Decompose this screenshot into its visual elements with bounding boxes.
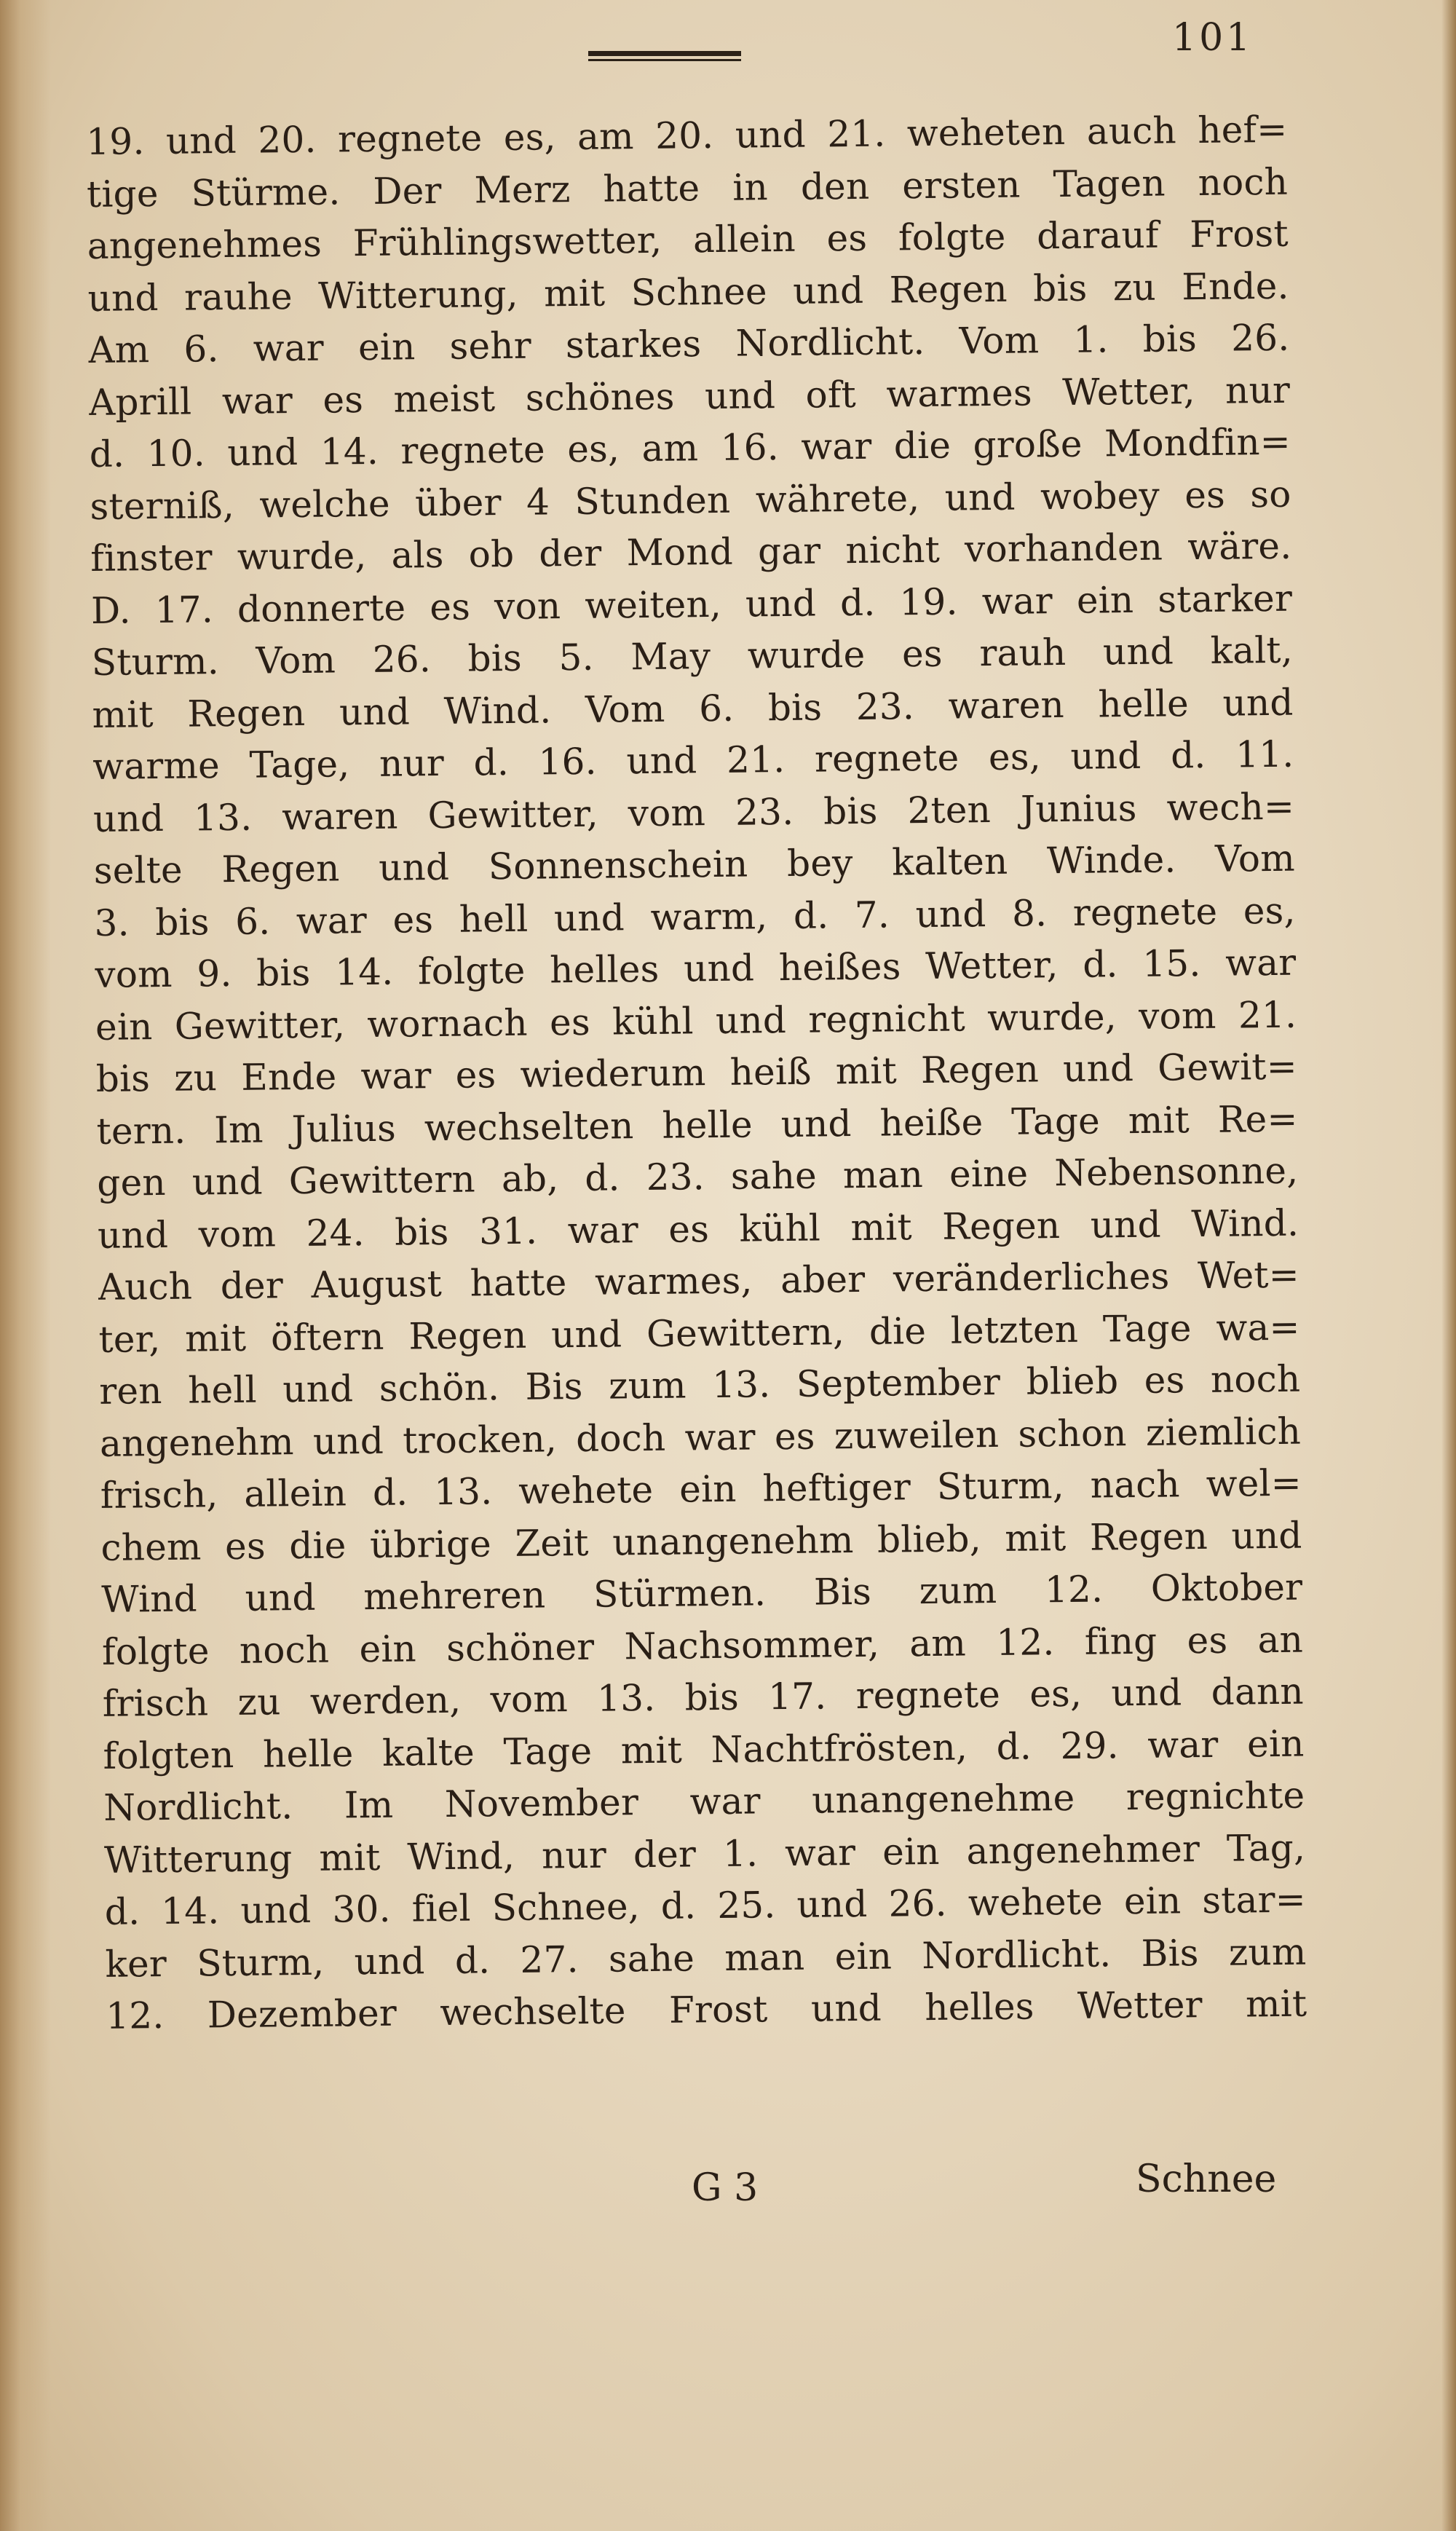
text-line: Sturm. Vom 26. bis 5. May wurde es rauh und kalt, bbox=[91, 628, 1294, 684]
text-line: angenehmes Frühlingswetter, allein es folgte darauf Frost bbox=[87, 212, 1289, 267]
text-line: ein Gewitter, wornach es kühl und regnicht wurde, vom 21. bbox=[95, 993, 1297, 1049]
text-line: Aprill war es meist schönes und oft warmes Wetter, nur bbox=[88, 368, 1291, 424]
text-line: Am 6. war ein sehr starkes Nordlicht. Vom 1. bis 26. bbox=[88, 316, 1290, 371]
catchword: Schnee bbox=[1136, 2157, 1277, 2201]
header-rule-thick bbox=[588, 51, 741, 56]
text-line: 19. und 20. regnete es, am 20. und 21. weheten auch hef= bbox=[86, 108, 1288, 163]
page-number: 101 bbox=[1172, 16, 1254, 60]
text-line: frisch zu werden, vom 13. bis 17. regnete es, und dann bbox=[102, 1670, 1305, 1725]
text-line: folgte noch ein schöner Nachsommer, am 12. fing es an bbox=[101, 1618, 1304, 1673]
text-line: 12. Dezember wechselte Frost und helles Wetter mit bbox=[106, 1982, 1307, 2037]
text-line: warme Tage, nur d. 16. und 21. regnete es, und d. 11. bbox=[92, 733, 1294, 788]
header-rule-thin bbox=[588, 59, 741, 61]
header-rule bbox=[588, 51, 741, 64]
text-line: und vom 24. bis 31. war es kühl mit Regen und Wind. bbox=[97, 1201, 1299, 1257]
text-line: vom 9. bis 14. folgte helles und heißes Wetter, d. 15. war bbox=[95, 941, 1297, 996]
signature-mark: G 3 bbox=[692, 2166, 759, 2210]
text-line: gen und Gewittern ab, d. 23. sahe man eine Nebensonne, bbox=[97, 1149, 1299, 1204]
text-line: und rauhe Witterung, mit Schnee und Regen bis zu Ende. bbox=[87, 264, 1289, 320]
text-line: d. 14. und 30. fiel Schnee, d. 25. und 26. wehete ein star= bbox=[104, 1878, 1307, 1933]
text-line: und 13. waren Gewitter, vom 23. bis 2ten Junius wech= bbox=[92, 785, 1295, 840]
text-line: 3. bis 6. war es hell und warm, d. 7. und 8. regnete es, bbox=[94, 889, 1296, 944]
page-footer bbox=[0, 2159, 1456, 2217]
text-line: bis zu Ende war es wiederum heiß mit Regen und Gewit= bbox=[95, 1045, 1298, 1100]
text-line: frisch, allein d. 13. wehete ein heftiger Sturm, nach wel= bbox=[100, 1461, 1302, 1517]
text-line: mit Regen und Wind. Vom 6. bis 23. waren helle und bbox=[92, 681, 1294, 736]
text-line: Nordlicht. Im November war unangenehme regnichte bbox=[103, 1774, 1305, 1829]
text-line: folgten helle kalte Tage mit Nachtfrösten, d. 29. war ein bbox=[103, 1722, 1305, 1777]
text-line: ren hell und schön. Bis zum 13. September blieb es noch bbox=[99, 1357, 1301, 1413]
text-line: chem es die übrige Zeit unangenehm blieb, mit Regen und bbox=[100, 1514, 1302, 1569]
text-line: sterniß, welche über 4 Stunden währete, und wobey es so bbox=[90, 473, 1291, 528]
text-line: ker Sturm, und d. 27. sahe man ein Nordlicht. Bis zum bbox=[105, 1930, 1307, 1986]
text-line: tige Stürme. Der Merz hatte in den ersten Tagen noch bbox=[86, 160, 1289, 216]
body-text bbox=[86, 104, 1307, 2043]
text-line: D. 17. donnerte es von weiten, und d. 19. war ein starker bbox=[90, 577, 1293, 632]
text-line: angenehm und trocken, doch war es zuweilen schon ziemlich bbox=[99, 1410, 1302, 1465]
text-line: selte Regen und Sonnenschein bey kalten Winde. Vom bbox=[93, 837, 1296, 892]
text-line: Auch der August hatte warmes, aber veränderliches Wet= bbox=[98, 1253, 1300, 1308]
text-line: d. 10. und 14. regnete es, am 16. war die große Mondfin= bbox=[89, 420, 1291, 475]
text-line: finster wurde, als ob der Mond gar nicht vorhanden wäre. bbox=[90, 524, 1292, 580]
text-line: Witterung mit Wind, nur der 1. war ein angenehmer Tag, bbox=[103, 1826, 1306, 1882]
text-line: ter, mit öftern Regen und Gewittern, die letzten Tage wa= bbox=[98, 1306, 1300, 1361]
text-line: Wind und mehreren Stürmen. Bis zum 12. Oktober bbox=[101, 1565, 1303, 1621]
text-line: tern. Im Julius wechselten helle und heiße Tage mit Re= bbox=[96, 1097, 1298, 1153]
